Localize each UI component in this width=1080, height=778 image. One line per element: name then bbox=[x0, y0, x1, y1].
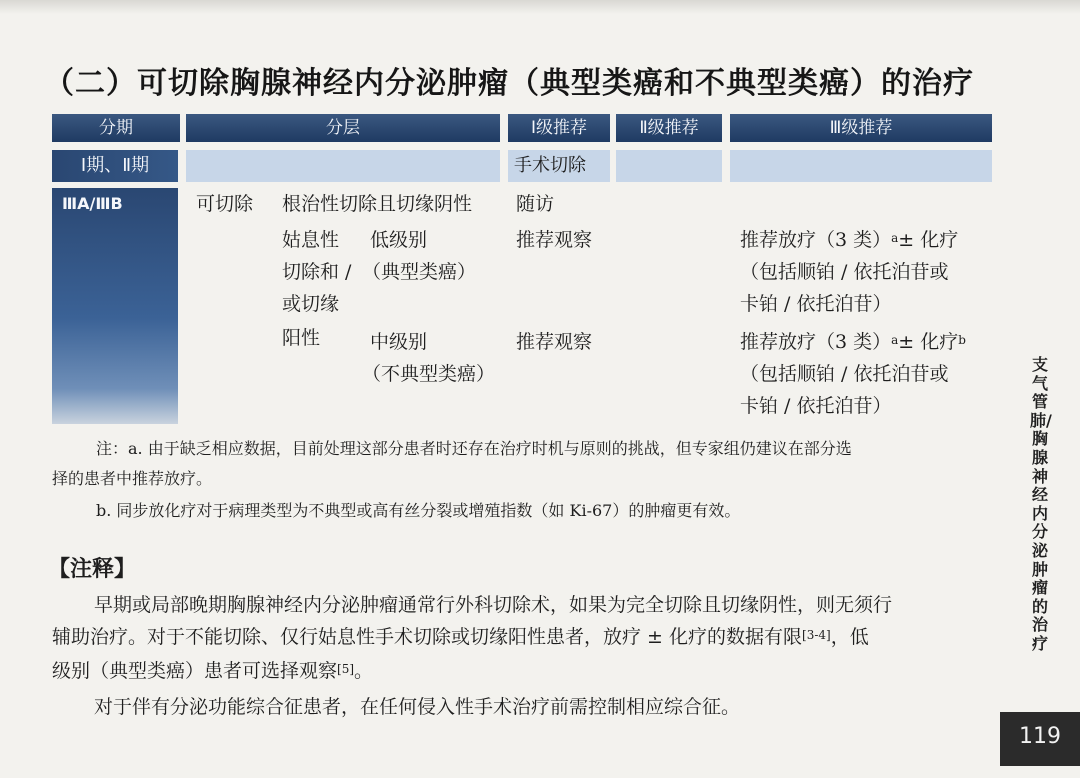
low-grade-line-1: 低级别 bbox=[370, 229, 428, 251]
mid-grade-line-2: （不典型类癌） bbox=[362, 363, 496, 385]
palliative-line-3: 或切缘 bbox=[282, 293, 340, 315]
note-b: b. 同步放化疗对于病理类型为不典型或高有丝分裂或增殖指数（如 Ki-67）的肿瘤更有效。 bbox=[96, 501, 741, 520]
annotation-p1-line-2: 辅助治疗。对于不能切除、仅行姑息性手术切除或切缘阳性患者，放疗 ± 化疗的数据有限[3-4]，低 bbox=[52, 626, 869, 648]
stage-1-2-cell: Ⅰ期、Ⅱ期 bbox=[52, 150, 178, 182]
page-top-shadow bbox=[0, 0, 1080, 14]
low-grade-level3-line-3: 卡铂 / 依托泊苷） bbox=[740, 293, 892, 315]
palliative-line-2: 切除和 / bbox=[282, 261, 352, 283]
stage-3-cell bbox=[52, 188, 178, 424]
note-a-line-1: 注：a. 由于缺乏相应数据，目前处理这部分患者时还存在治疗时机与原则的挑战，但专家组仍建议在部分选 bbox=[96, 439, 852, 458]
mid-grade-level1-rec: 推荐观察 bbox=[516, 331, 593, 353]
mid-grade-level3-line-3: 卡铂 / 依托泊苷） bbox=[740, 395, 892, 417]
mid-grade-level3-line-2: （包括顺铂 / 依托泊苷或 bbox=[740, 363, 949, 385]
stage-3-label: ⅢA/ⅢB bbox=[62, 194, 123, 213]
chapter-side-label: 支气管肺/胸腺神经内分泌肿瘤的治疗 bbox=[1030, 355, 1052, 653]
low-grade-level3-rec: 推荐放疗（3 类）$^a$± 化疗 bbox=[740, 229, 959, 251]
low-grade-line-2: （典型类癌） bbox=[362, 261, 477, 283]
header-level1: Ⅰ级推荐 bbox=[508, 114, 610, 142]
row1-level2-cell bbox=[616, 150, 722, 182]
mid-grade-line-1: 中级别 bbox=[370, 331, 428, 353]
low-grade-level1-rec: 推荐观察 bbox=[516, 229, 593, 251]
low-grade-level3-line-2: （包括顺铂 / 依托泊苷或 bbox=[740, 261, 949, 283]
palliative-line-1: 姑息性 bbox=[282, 229, 340, 251]
note-a-line-2: 择的患者中推荐放疗。 bbox=[52, 469, 213, 488]
row1-level1-cell: 手术切除 bbox=[508, 150, 610, 182]
header-stage: 分期 bbox=[52, 114, 180, 142]
page-number: 119 bbox=[1000, 712, 1080, 766]
mid-grade-level3-rec: 推荐放疗（3 类）$^a$± 化疗$^b$ bbox=[740, 331, 966, 353]
annotation-p1-line-1: 早期或局部晚期胸腺神经内分泌肿瘤通常行外科切除术，如果为完全切除且切缘阴性，则无须行 bbox=[94, 594, 893, 616]
annotation-p2: 对于伴有分泌功能综合征患者，在任何侵入性手术治疗前需控制相应综合征。 bbox=[94, 696, 741, 718]
header-stratification: 分层 bbox=[186, 114, 500, 142]
page-title: （二）可切除胸腺神经内分泌肿瘤（典型类癌和不典型类癌）的治疗 bbox=[44, 66, 974, 101]
palliative-line-4: 阳性 bbox=[282, 327, 321, 349]
row1-stratification-cell bbox=[186, 150, 500, 182]
radical-resection-label: 根治性切除且切缘阴性 bbox=[282, 193, 473, 215]
row1-level3-cell bbox=[730, 150, 992, 182]
resectable-label: 可切除 bbox=[196, 193, 254, 215]
header-level3: Ⅲ级推荐 bbox=[730, 114, 992, 142]
radical-level1-rec: 随访 bbox=[516, 193, 555, 215]
header-level2: Ⅱ级推荐 bbox=[616, 114, 722, 142]
annotation-heading: 【注释】 bbox=[48, 557, 137, 582]
annotation-p1-line-3: 级别（典型类癌）患者可选择观察[5]。 bbox=[52, 660, 374, 682]
